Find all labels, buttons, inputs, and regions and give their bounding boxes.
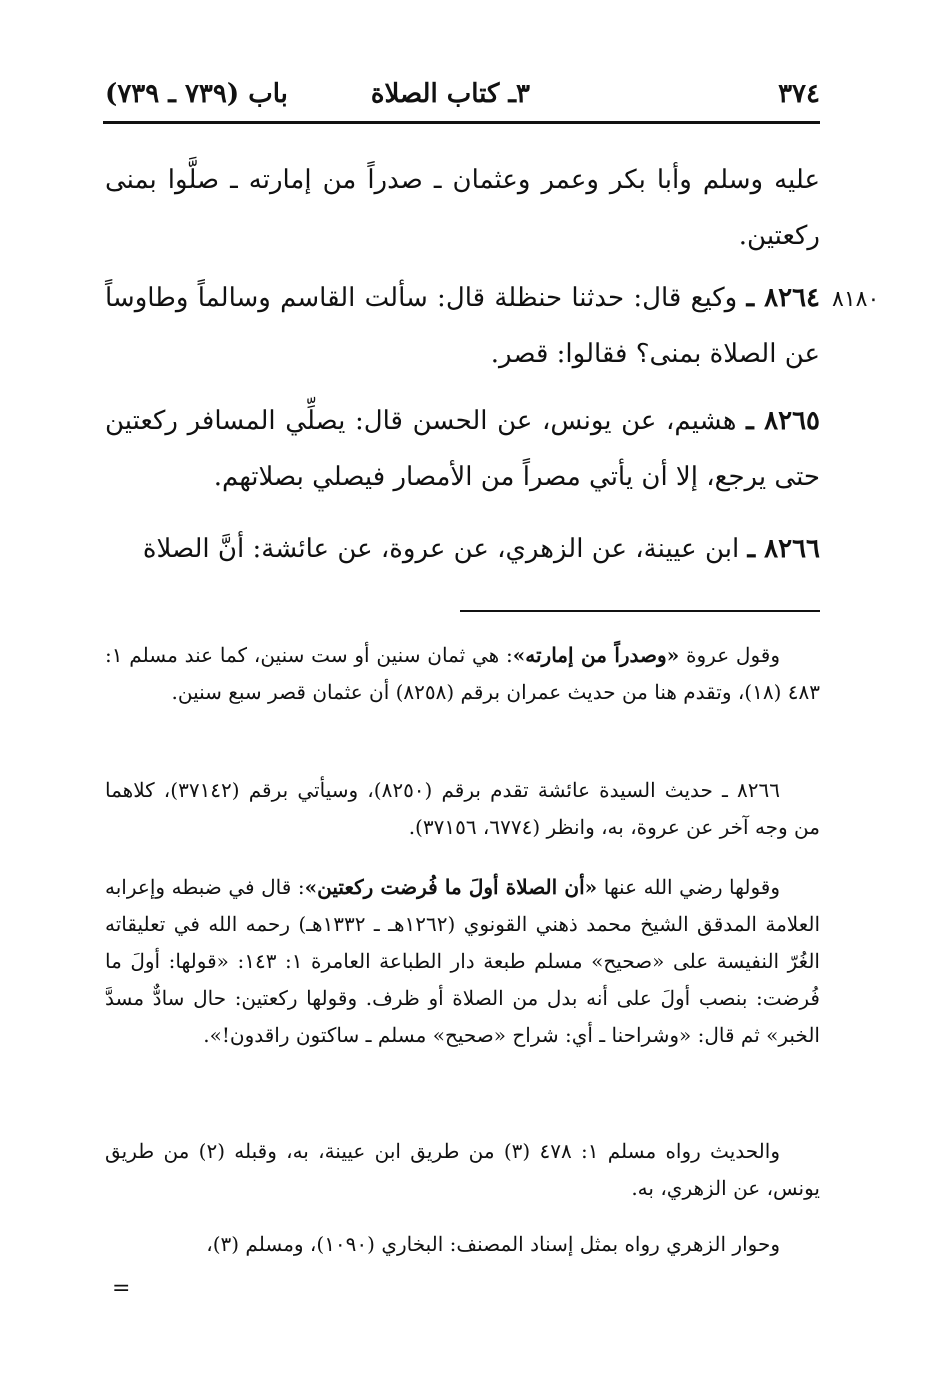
- footnote-text: وحوار الزهري رواه بمثل إسناد المصنف: البخاري (١٠٩٠)، ومسلم (٣)،: [206, 1232, 780, 1256]
- hadith-number: ٨٢٦٤ ـ: [746, 283, 821, 313]
- footnote-text: ٨٢٦٦ ـ حديث السيدة عائشة تقدم برقم (٨٢٥٠)، وسيأتي برقم (٣٧١٤٢)، كلاهما من وجه آخر عن عروة، به، وانظر (٦٧٧٤، ٣٧١٥٦).: [105, 778, 820, 839]
- book-title: ٣ـ كتاب الصلاة: [370, 79, 530, 109]
- continuation-mark: =: [112, 1276, 131, 1301]
- footnote-text: : هي ثمان سنين أو ست سنين، كما عند مسلم ١: ٤٨٣ (١٨)، وتقدم هنا من حديث عمران برقم (٨٢٥٨) أن عثمان قصر سبع سنين.: [105, 643, 820, 704]
- footnote-2: [105, 772, 820, 846]
- hadith-number: ٨٢٦٥ ـ: [746, 406, 821, 436]
- hadith-text: وكيع قال: حدثنا حنظلة قال: سألت القاسم وسالماً وطاوساً عن الصلاة بمنى؟ فقالوا: قصر.: [105, 283, 820, 369]
- chapter-title: باب (٧٣٩ ـ ٧٣٩): [105, 79, 288, 109]
- hadith-8264: [105, 270, 820, 382]
- footnote-3: [105, 869, 820, 1054]
- footnote-quote: «أن الصلاة أولَ ما فُرضت ركعتين»: [304, 875, 598, 899]
- footnote-text: والحديث رواه مسلم ١: ٤٧٨ (٣) من طريق ابن عيينة، به، وقبله (٢) من طريق يونس، عن الزهري، به.: [105, 1139, 820, 1200]
- footnote-text: وقولها رضي الله عنها: [603, 875, 781, 899]
- header-divider: [103, 121, 820, 124]
- footnote-4: [105, 1133, 820, 1207]
- page-header: [105, 74, 820, 114]
- margin-hadith-number: ٨١٨٠: [832, 287, 880, 312]
- footnote-text: وقول عروة: [686, 643, 781, 667]
- footnote-divider: [460, 610, 820, 612]
- hadith-8266: [105, 521, 820, 577]
- page-number: ٣٧٤: [778, 79, 820, 109]
- hadith-text: هشيم، عن يونس، عن الحسن قال: يصلِّي المسافر ركعتين حتى يرجع، إلا أن يأتي مصراً من الأمصار فيصلي بصلاتهم.: [105, 406, 820, 492]
- footnote-text: «قولها: أولَ ما فُرضت: بنصب أولَ على أنه بدل من الصلاة أو ظرف. وقولها ركعتين: حال سادٌّ مسدَّ الخبر» ثم قال: «وشراحنا ـ أي: شراح «صحيح» مسلم ـ ساكتون راقدون!».: [105, 949, 820, 1047]
- footnote-quote: «وصدراً من إمارته»: [512, 643, 680, 667]
- footnote-text: : قال في ضبطه وإعرابه العلامة المدقق الشيخ محمد ذهني القونوي (١٢٦٢هـ ـ ١٣٣٢هـ) رحمه الله في تعليقاته الغُرّ النفيسة على «صحيح» مسلم طبعة دار الطباعة العامرة ١: ١٤٣:: [105, 875, 821, 973]
- paragraph-continuation: [105, 152, 820, 264]
- footnote-1: [105, 637, 820, 711]
- hadith-number: ٨٢٦٦ ـ: [747, 534, 820, 564]
- paragraph-text: عليه وسلم وأبا بكر وعمر وعثمان ـ صدراً من إمارته ـ صلَّوا بمنى ركعتين.: [105, 165, 820, 251]
- hadith-text: ابن عيينة، عن الزهري، عن عروة، عن عائشة: أنَّ الصلاة: [142, 534, 740, 564]
- footnote-5: [105, 1226, 820, 1263]
- hadith-8265: [105, 393, 820, 505]
